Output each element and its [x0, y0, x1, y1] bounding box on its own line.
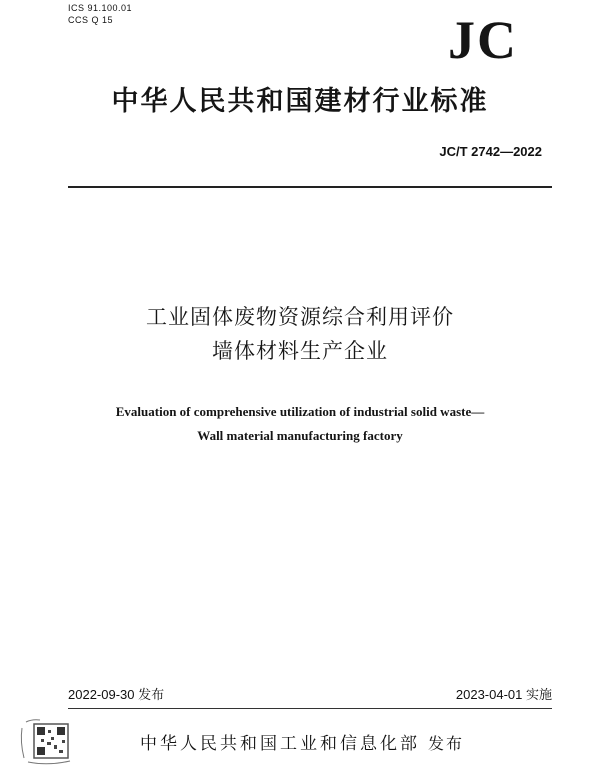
effective-date: 2023-04-01 实施 — [455, 687, 552, 702]
issue-date: 2022-09-30 发布 — [68, 687, 165, 702]
footer-divider — [68, 708, 552, 709]
industry-standard-heading: 中华人民共和国建材行业标准 — [111, 86, 489, 117]
publisher-action: 发布 — [428, 734, 465, 753]
publisher-name: 中华人民共和国工业和信息化部 — [140, 734, 420, 754]
english-title — [0, 400, 600, 448]
classification-codes — [68, 2, 132, 26]
english-title-line-1: Evaluation of comprehensive utilization of industrial solid waste— — [115, 404, 485, 419]
chinese-title-line-1: 工业固体废物资源综合利用评价 — [146, 305, 454, 329]
chinese-title — [0, 300, 600, 368]
jc-logo: JC — [448, 10, 518, 70]
english-title-line-2: Wall material manufacturing factory — [197, 428, 403, 443]
qr-seal-icon — [18, 718, 78, 766]
ics-code: ICS 91.100.01 — [68, 3, 133, 13]
chinese-title-line-2: 墙体材料生产企业 — [212, 339, 388, 363]
ccs-code: CCS Q 15 — [68, 15, 114, 25]
standard-number: JC/T 2742—2022 — [439, 144, 542, 159]
publisher — [140, 732, 464, 756]
header-divider — [68, 186, 552, 188]
